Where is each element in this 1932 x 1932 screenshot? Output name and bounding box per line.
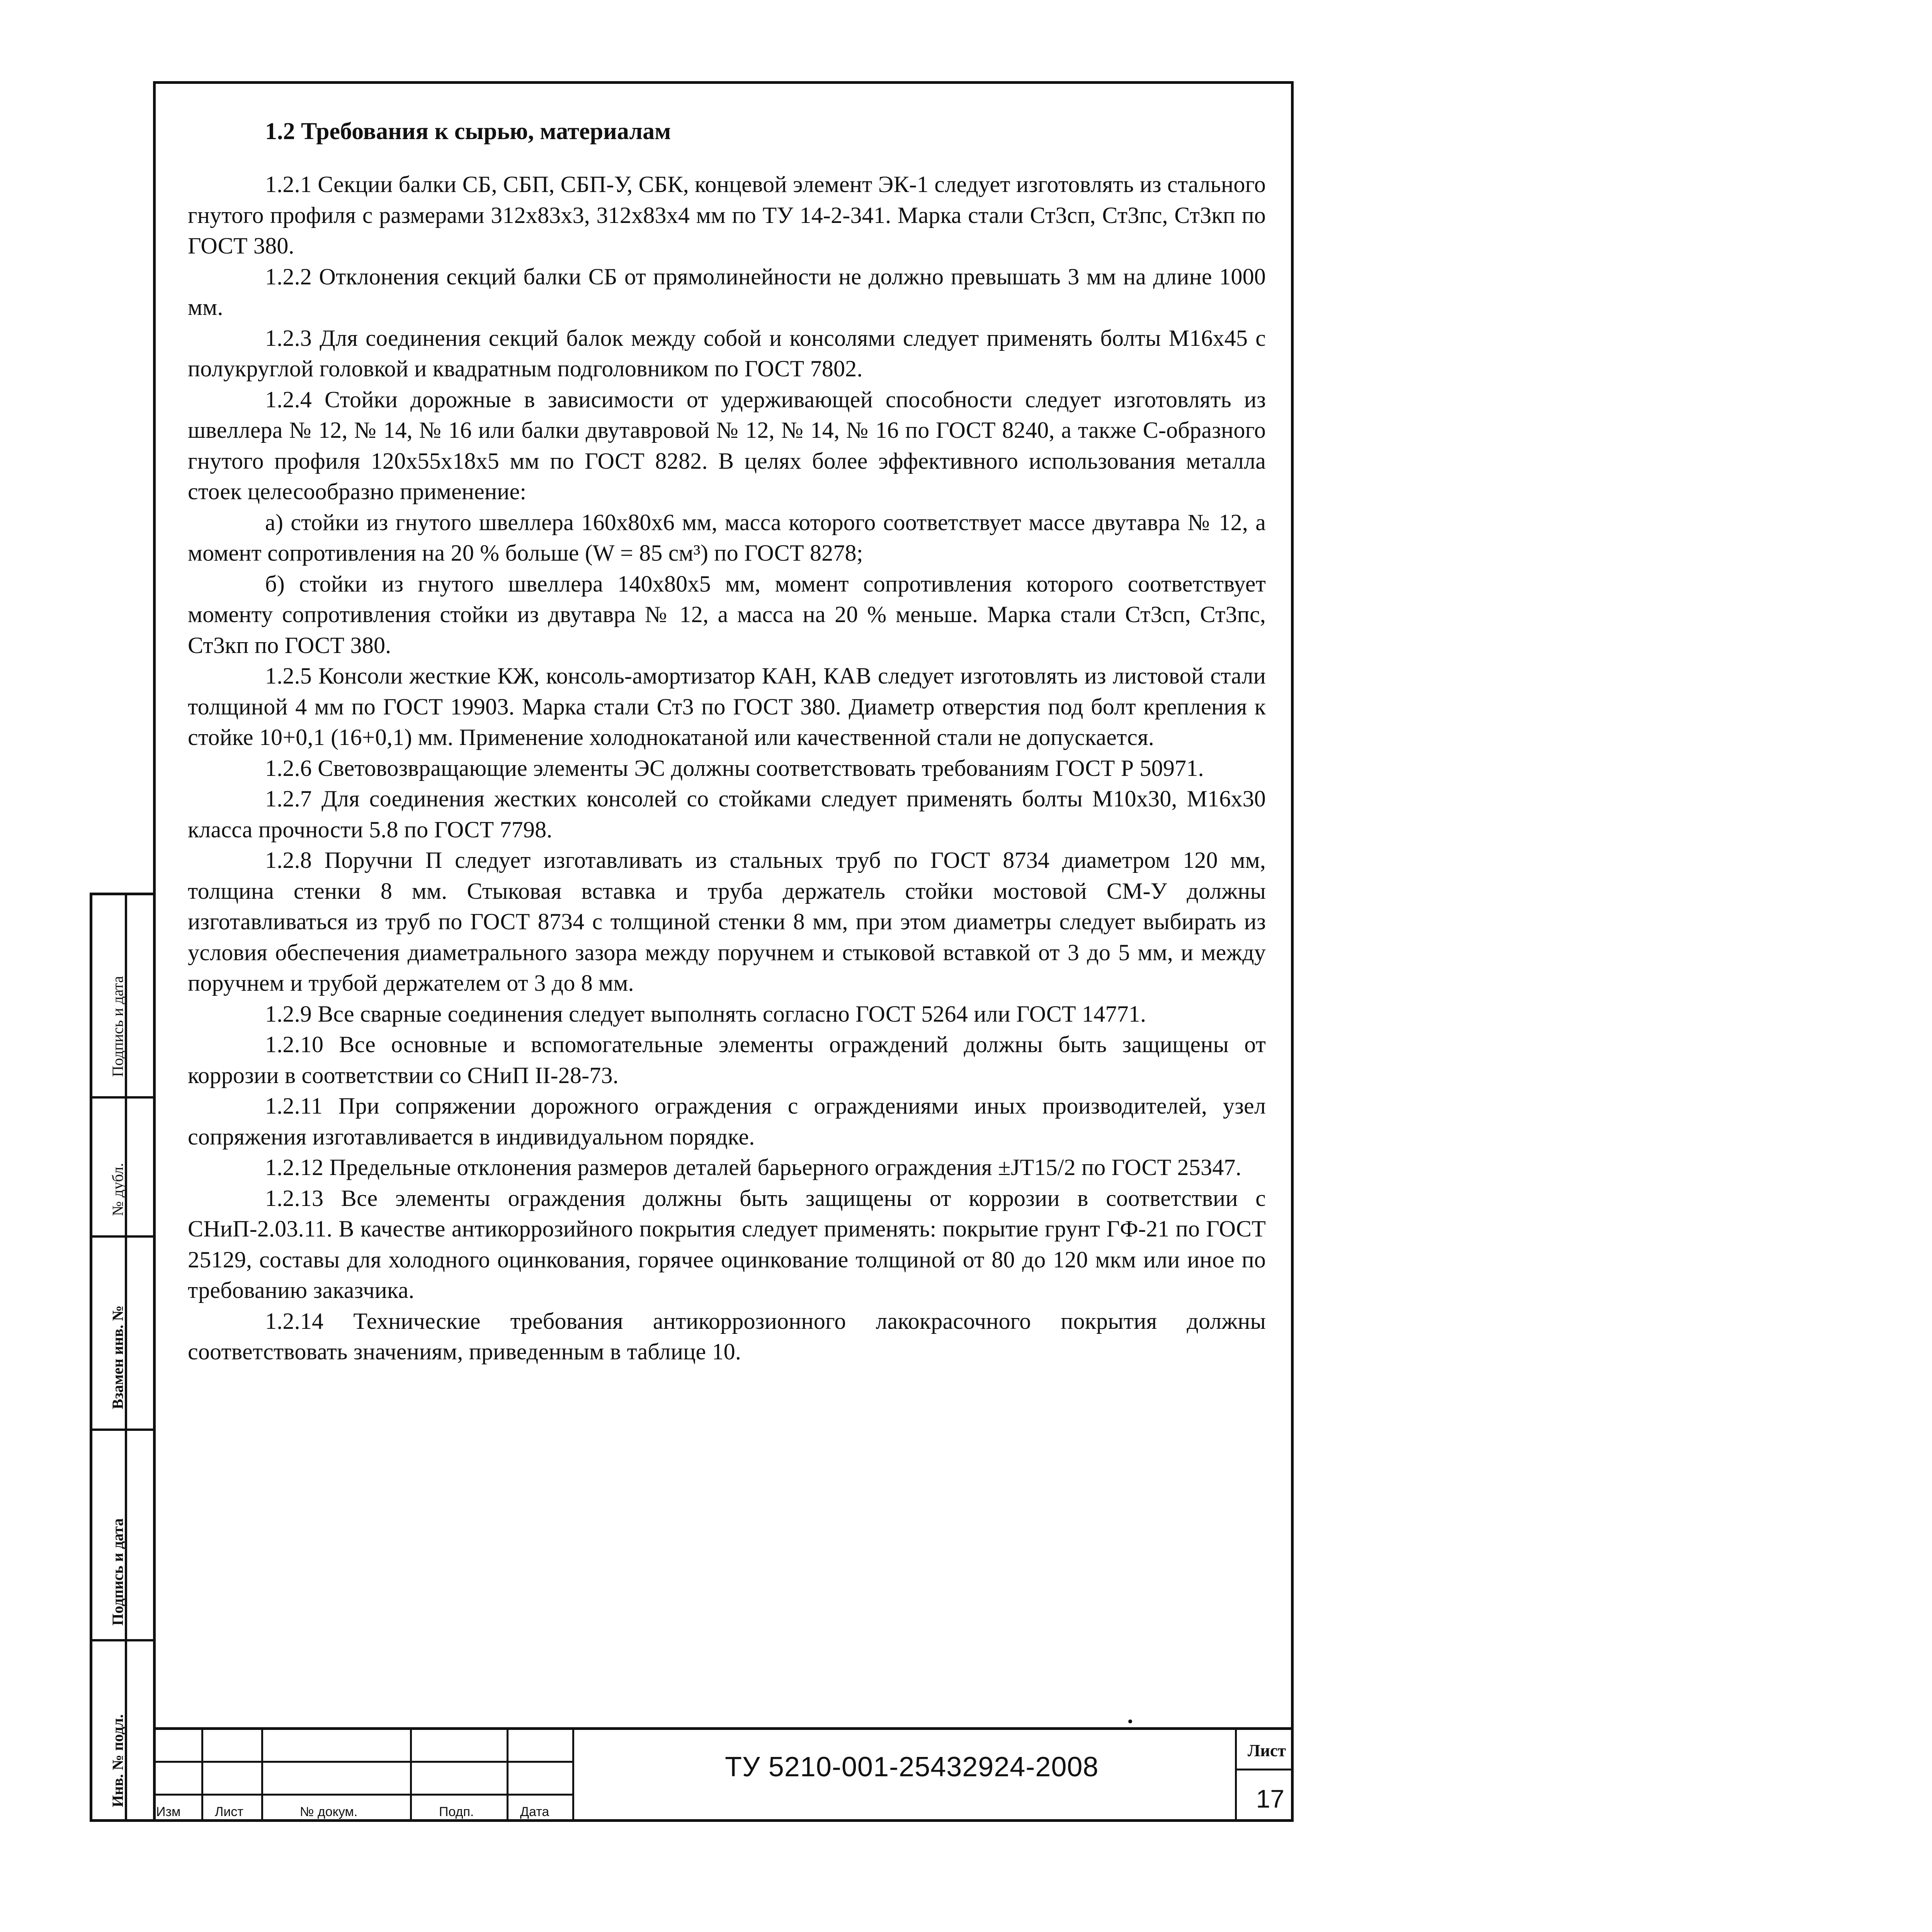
paragraph-1-2-5: 1.2.5 Консоли жесткие КЖ, консоль-амортизатор КАН, КАВ следует изготовлять из листовой стали толщиной 4 мм по ГОСТ 19903. Марка стали Ст3 по ГОСТ 380. Диаметр отверстия под болт крепления к стойке 10+0,1 (16+0,1) мм. Применение холоднокатаной или качественной стали не допускается.: [188, 663, 1266, 750]
col-change: Изм: [156, 1804, 181, 1819]
paragraph-1-2-1: 1.2.1 Секции балки СБ, СБП, СБП-У, СБК, концевой элемент ЭК-1 следует изготовлять из стального гнутого профиля с размерами 312х83х3, 312х83х4 мм по ТУ 14-2-341. Марка стали Ст3сп, Ст3пс, Ст3кп по ГОСТ 380.: [188, 172, 1266, 259]
paragraph-1-2-7: 1.2.7 Для соединения жестких консолей со стойками следует применять болты М10х30, М16х30 класса прочности 5.8 по ГОСТ 7798.: [188, 786, 1266, 842]
col-sheet: Лист: [215, 1804, 243, 1819]
section-heading: 1.2 Требования к сырью, материалам: [265, 118, 671, 145]
scan-speck: [1128, 1719, 1132, 1723]
tb-divider: [507, 1730, 509, 1822]
sheet-label: Лист: [1247, 1741, 1286, 1760]
document-code: ТУ 5210-001-25432924-2008: [725, 1752, 1099, 1782]
col-date: Дата: [520, 1804, 549, 1819]
paragraph-1-2-4-b: б) стойки из гнутого швеллера 140х80х5 мм, момент сопротивления которого соответствует моменту сопротивления стойки из двутавра № 12, а масса на 20 % меньше. Марка стали Ст3сп, Ст3пс, Ст3кп по ГОСТ 380.: [188, 571, 1266, 658]
sheet-number: 17: [1256, 1784, 1284, 1813]
side-stamp: [90, 893, 153, 1822]
side-label-replace-inv: Взамен инв. №: [109, 1305, 126, 1409]
side-label-inv-orig: Инв. № подл.: [109, 1714, 126, 1807]
paragraph-1-2-3: 1.2.3 Для соединения секций балок между собой и консолями следует применять болты М16х45 с полукруглой головкой и квадратным подголовником по ГОСТ 7802.: [188, 325, 1266, 381]
col-doc-no: № докум.: [300, 1804, 358, 1819]
paragraph-1-2-12: 1.2.12 Предельные отклонения размеров деталей барьерного ограждения ±JT15/2 по ГОСТ 25347.: [265, 1155, 1242, 1180]
document-body: [188, 116, 1266, 1367]
side-label-dup-no: № дубл.: [109, 1163, 126, 1216]
paragraph-1-2-14: 1.2.14 Технические требования антикоррозионного лакокрасочного покрытия должны соответствовать значениям, приведенным в таблице 10.: [188, 1308, 1266, 1364]
paragraph-1-2-9: 1.2.9 Все сварные соединения следует выполнять согласно ГОСТ 5264 или ГОСТ 14771.: [265, 1001, 1146, 1027]
paragraph-1-2-8: 1.2.8 Поручни П следует изготавливать из стальных труб по ГОСТ 8734 диаметром 120 мм, толщина стенки 8 мм. Стыковая вставка и труба держатель стойки мостовой СМ-У должны изготавливаться из труб по ГОСТ 8734 с толщиной стенки 8 мм, при этом диаметры следует выбирать из условия обеспечения диаметрального зазора между поручнем и стыковой вставкой от 3 до 5 мм, и между поручнем и трубой держателем от 3 до 8 мм.: [188, 847, 1266, 996]
paragraph-1-2-2: 1.2.2 Отклонения секций балки СБ от прямолинейности не должно превышать 3 мм на длине 1000 мм.: [188, 264, 1266, 320]
tb-divider: [1235, 1769, 1294, 1770]
title-block: [153, 1727, 1294, 1822]
tb-divider: [153, 1794, 572, 1796]
side-label-sign-date-2: Подпись и дата: [109, 1518, 126, 1626]
paragraph-1-2-10: 1.2.10 Все основные и вспомогательные элементы ограждений должны быть защищены от коррозии в соответствии со СНиП II-28-73.: [188, 1032, 1266, 1088]
tb-divider: [153, 1761, 572, 1763]
paragraph-1-2-11: 1.2.11 При сопряжении дорожного ограждения с ограждениями иных производителей, узел сопряжения изготавливается в индивидуальном порядке.: [188, 1093, 1266, 1150]
col-signature: Подп.: [439, 1804, 474, 1819]
side-label-sign-date-1: Подпись и дата: [109, 976, 126, 1077]
tb-divider: [410, 1730, 412, 1822]
tb-divider: [261, 1730, 263, 1822]
tb-divider: [1235, 1730, 1237, 1822]
tb-divider: [201, 1730, 203, 1822]
paragraph-1-2-6: 1.2.6 Световозвращающие элементы ЭС должны соответствовать требованиям ГОСТ Р 50971.: [265, 755, 1204, 781]
paragraph-1-2-13: 1.2.13 Все элементы ограждения должны быть защищены от коррозии в соответствии с СНиП-2.03.11. В качестве антикоррозийного покрытия следует применять: покрытие грунт ГФ-21 по ГОСТ 25129, составы для холодного оцинкования, горячее оцинкование толщиной от 80 до 120 мкм или иное по требованию заказчика.: [188, 1185, 1266, 1303]
paragraph-1-2-4-a: а) стойки из гнутого швеллера 160х80х6 мм, масса которого соответствует массе двутавра № 12, а момент сопротивления на 20 % больше (W = 85 см³) по ГОСТ 8278;: [188, 509, 1266, 566]
tb-divider: [572, 1730, 574, 1822]
paragraph-1-2-4: 1.2.4 Стойки дорожные в зависимости от удерживающей способности следует изготовлять из швеллера № 12, № 14, № 16 или балки двутавровой № 12, № 14, № 16 по ГОСТ 8240, а также С-образного гнутого профиля 120х55х18х5 мм по ГОСТ 8282. В целях более эффективного использования металла стоек целесообразно применение:: [188, 386, 1266, 504]
